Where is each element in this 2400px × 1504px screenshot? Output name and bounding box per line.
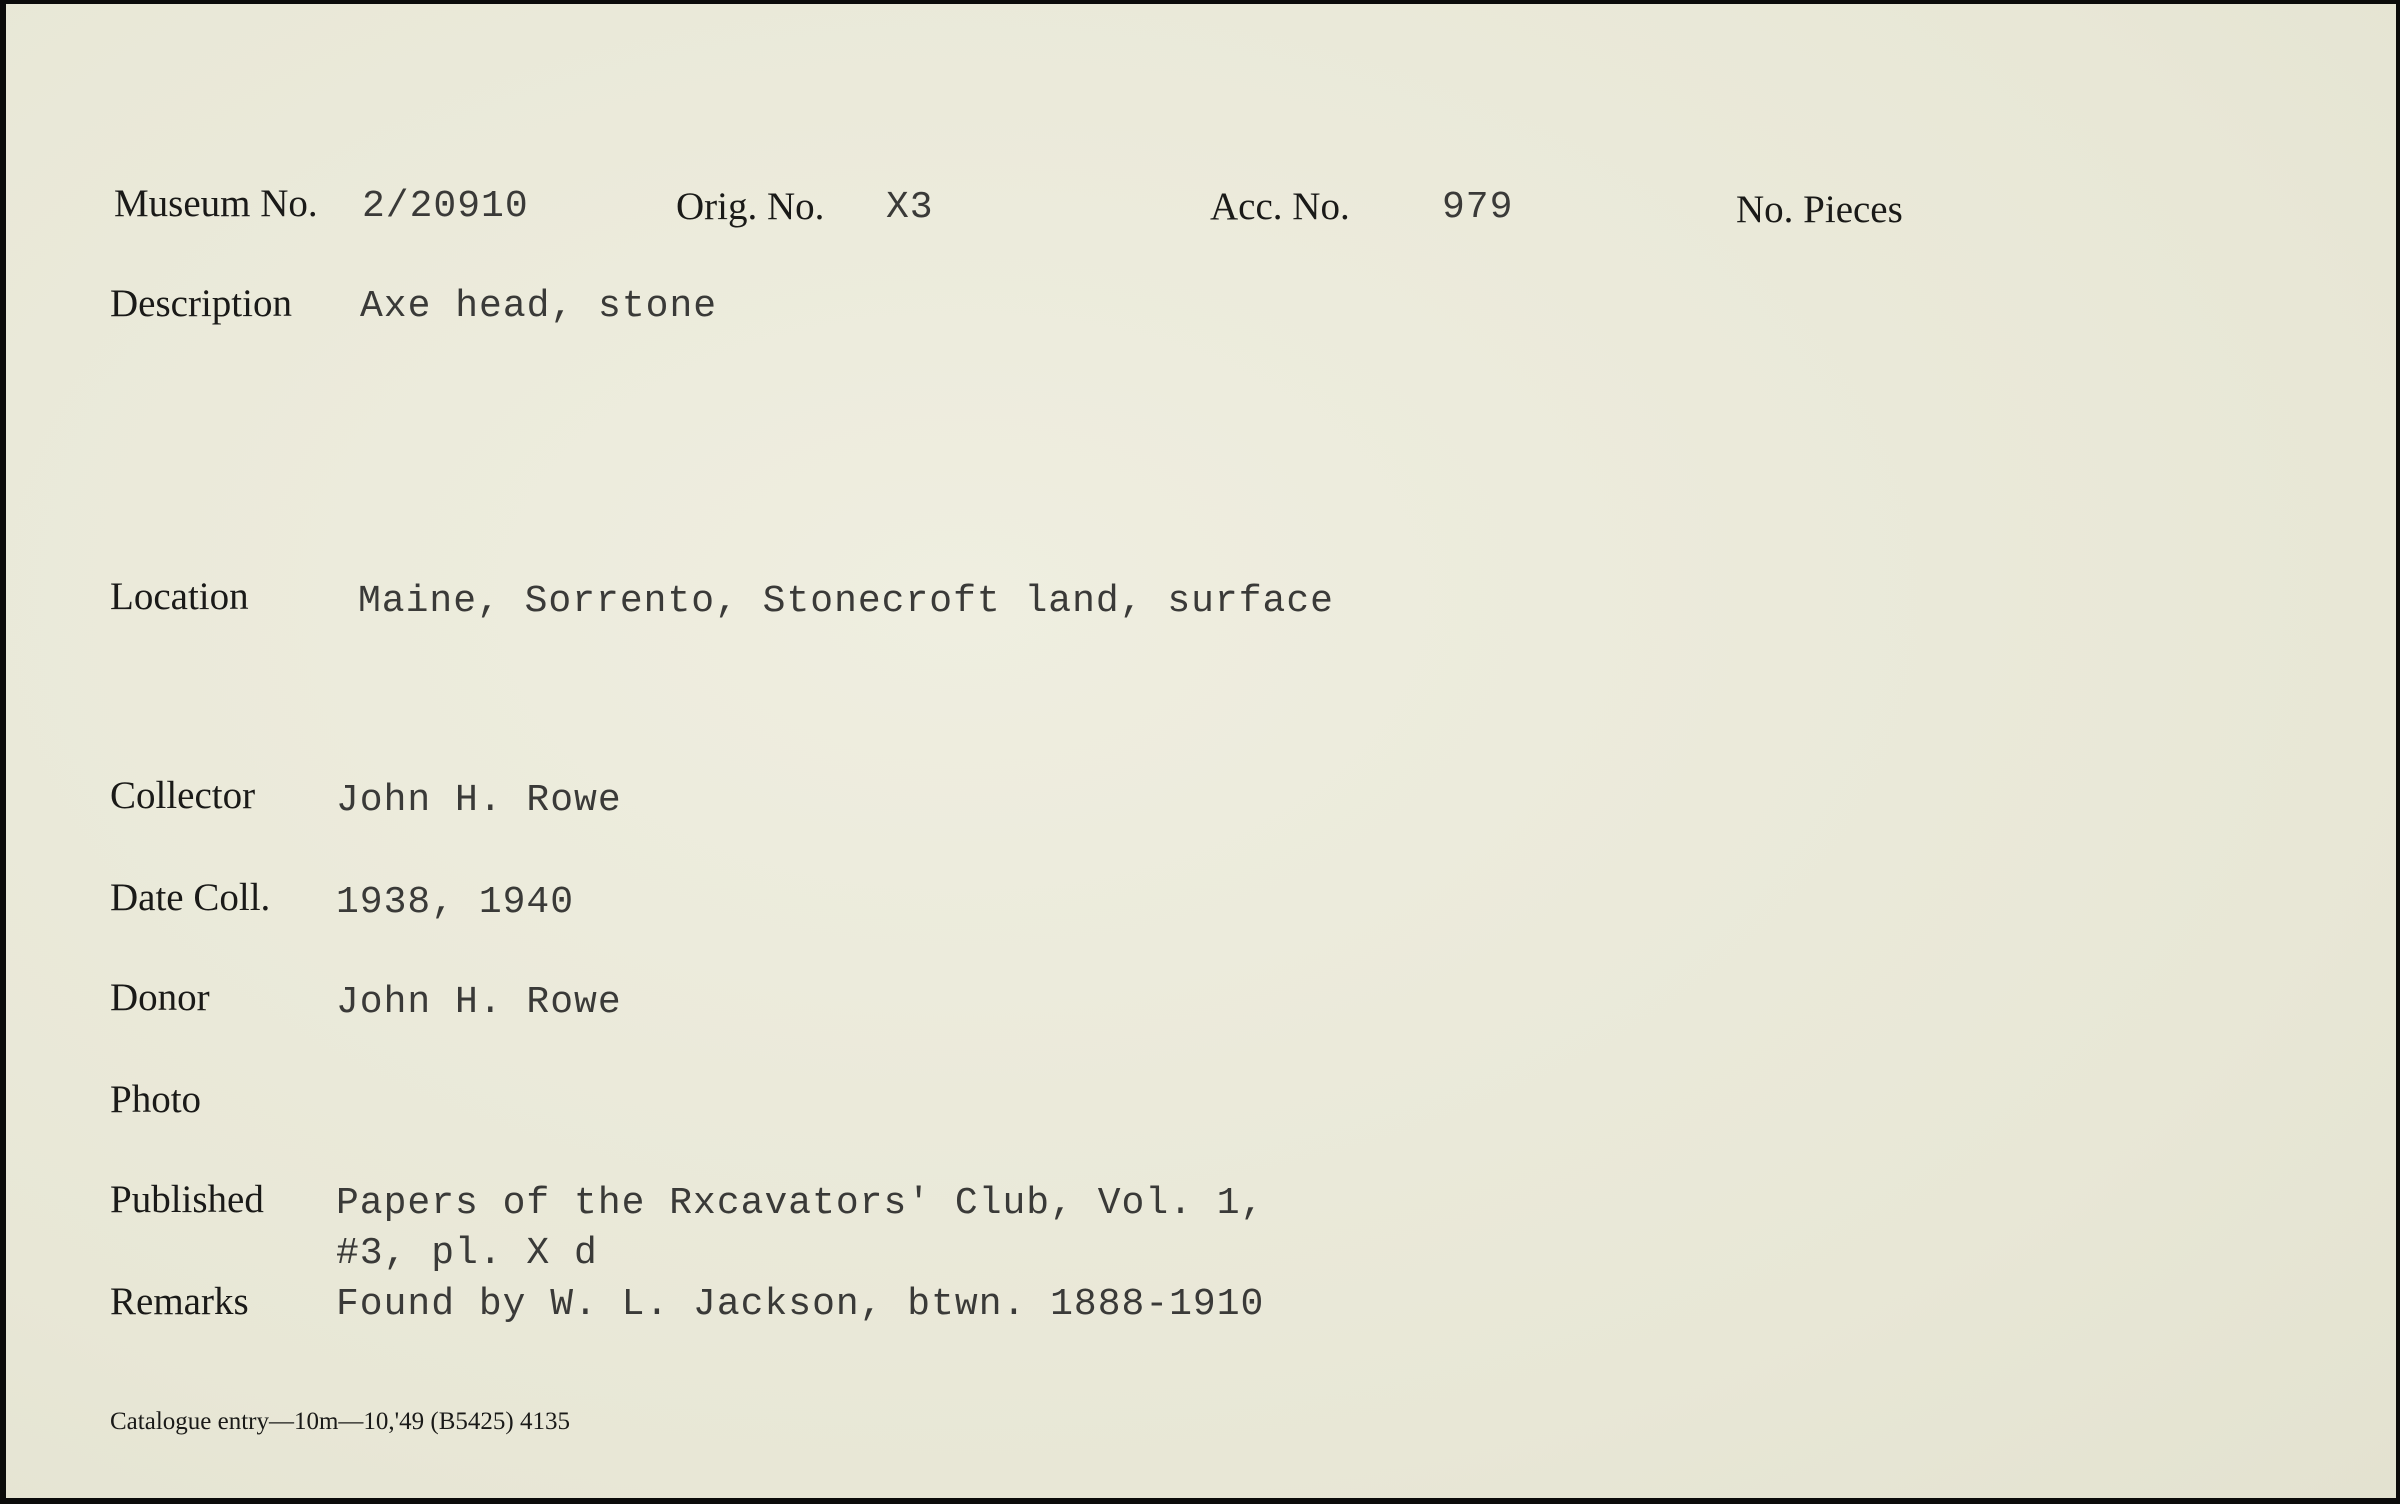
remarks-value: Found by W. L. Jackson, btwn. 1888-1910 [336,1283,1265,1326]
acc-no-label: Acc. No. [1210,185,1350,228]
photo-label: Photo [110,1078,202,1121]
published-line1: Papers of the Rxcavators' Club, Vol. 1, [336,1182,1265,1225]
published-label: Published [110,1178,264,1221]
date-coll-value: 1938, 1940 [336,881,575,924]
donor-label: Donor [110,976,210,1019]
orig-no-value: X3 [886,186,934,229]
museum-no-value: 2/20910 [362,185,529,228]
description-value: Axe head, stone [360,285,718,328]
collector-label: Collector [110,774,256,817]
collector-value: John H. Rowe [336,779,622,822]
catalogue-footer: Catalogue entry—10m—10,'49 (B5425) 4135 [110,1408,570,1435]
description-label: Description [110,282,292,325]
date-coll-label: Date Coll. [110,876,271,919]
catalogue-card [6,4,2396,1498]
donor-value: John H. Rowe [336,981,622,1024]
no-pieces-label: No. Pieces [1736,188,1903,231]
location-label: Location [110,575,249,618]
acc-no-value: 979 [1442,186,1514,229]
museum-no-label: Museum No. [114,182,318,225]
location-value: Maine, Sorrento, Stonecroft land, surface [358,580,1334,623]
remarks-label: Remarks [110,1280,249,1323]
orig-no-label: Orig. No. [676,185,825,228]
published-line2: #3, pl. X d [336,1232,598,1275]
